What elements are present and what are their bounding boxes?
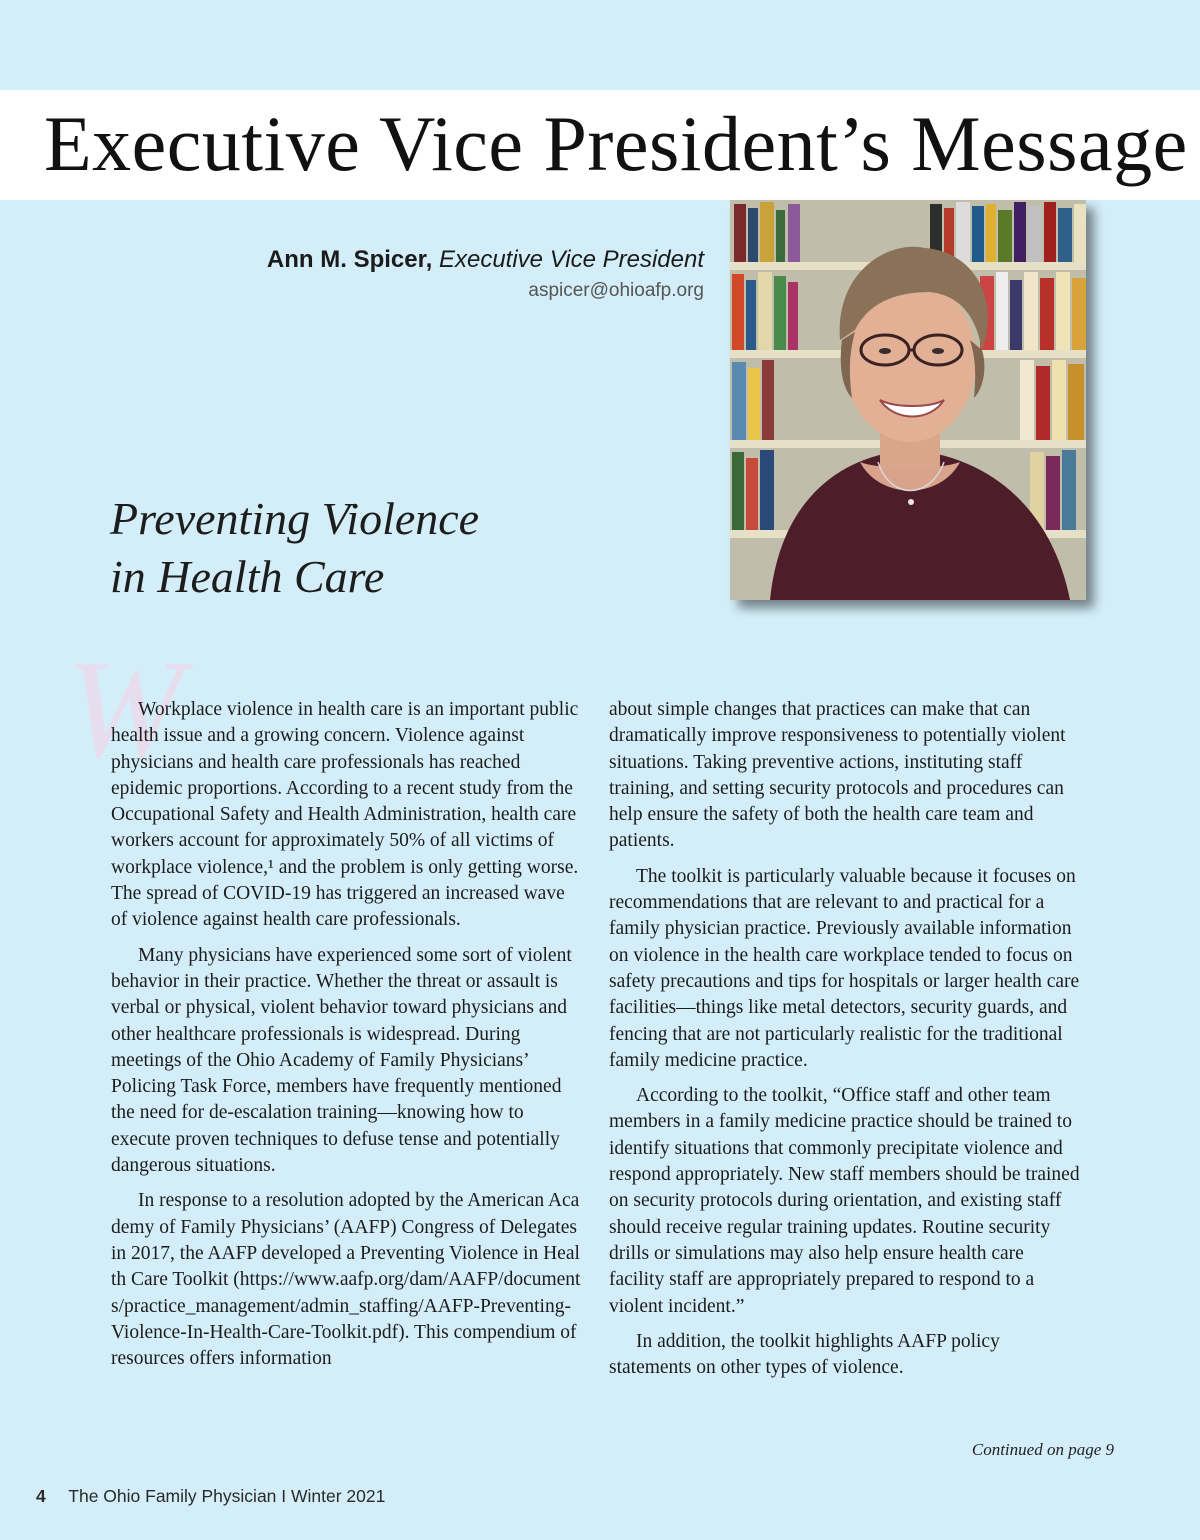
article-title-line1: Preventing Violence [110, 493, 480, 544]
paragraph-with-link: In response to a resolution adopted by the American Academy of Family Physicians’ (AAFP) Congress of Delegates in 2017, the AAFP developed a Preventing Violence in Health Care Toolkit (https://www.aafp.org/dam/AAFP/documents/practice_management/admin_staffing/AAFP-Preventing-Violence-In-Health-Care-Toolkit.pdf). This compendium of resources offers information [111, 1190, 581, 1370]
article-column-left [111, 697, 585, 1381]
article-title-line2: in Health Care [110, 551, 385, 602]
page-number: 4 [36, 1486, 46, 1506]
continued-note: Continued on page 9 [971, 1440, 1114, 1459]
article-title [110, 490, 479, 606]
decorative-dropcap: W [66, 632, 183, 787]
paragraph: The toolkit is particularly valuable because it focuses on recommendations that are relevant to and practical for a family physician practice. Previously available information on violence in the health care workplace tended to focus on safety precautions and tips for hospitals or larger health care facilities—things like metal detectors, security guards, and fencing that are not particularly realistic for the traditional family medicine practice. [609, 865, 1080, 1071]
author-name-line [267, 244, 704, 276]
publication-info: The Ohio Family Physician I Winter 2021 [68, 1486, 386, 1506]
paragraph: about simple changes that practices can make that can dramatically improve responsiveness to potentially violent situations. Taking preventive actions, instituting staff training, and setting security protocols and procedures can help ensure the safety of both the health care team and patients. [609, 699, 1066, 852]
paragraph: According to the toolkit, “Office staff and other team members in a family medicine practice should be trained to identify situations that commonly precipitate violence and respond appropriately. New staff members should be trained on security protocols during orientation, and existing staff should receive regular training updates. Routine security drills or simulations may also help ensure health care facility staff are appropriately prepared to respond to a violent incident.” [609, 1085, 1080, 1317]
author-name: Ann M. Spicer, [266, 246, 433, 273]
author-byline [267, 244, 704, 306]
author-email[interactable]: aspicer@ohioafp.org [528, 280, 704, 301]
paragraph: Many physicians have experienced some sort of violent behavior in their practice. Whether the threat or assault is verbal or physical, violent behavior toward physicians and other healthcare professionals is widespread. During meetings of the Ohio Academy of Family Physicians’ Policing Task Force, members have frequently mentioned the need for de-escalation training—knowing how to execute proven techniques to defuse tense and potentially dangerous situations. [111, 944, 572, 1177]
title-banner [0, 90, 1200, 200]
page-footer [36, 1486, 385, 1507]
article-column-right [609, 697, 1083, 1390]
page-title: Executive Vice President’s Message [44, 100, 1188, 187]
author-role: Executive Vice President [438, 246, 704, 273]
paragraph: Workplace violence in health care is an important public health issue and a growing concern. Violence against physicians and health care professionals has reached epidemic proportions. According to a recent study from the Occupational Safety and Health Administration, health care workers account for approximately 50% of all victims of workplace violence,¹ and the problem is only getting worse. The spread of COVID-19 has triggered an increased wave of violence against health care professionals. [111, 699, 579, 931]
paragraph: In addition, the toolkit highlights AAFP policy statements on other types of violence. [609, 1330, 1000, 1379]
author-photo [730, 200, 1086, 600]
